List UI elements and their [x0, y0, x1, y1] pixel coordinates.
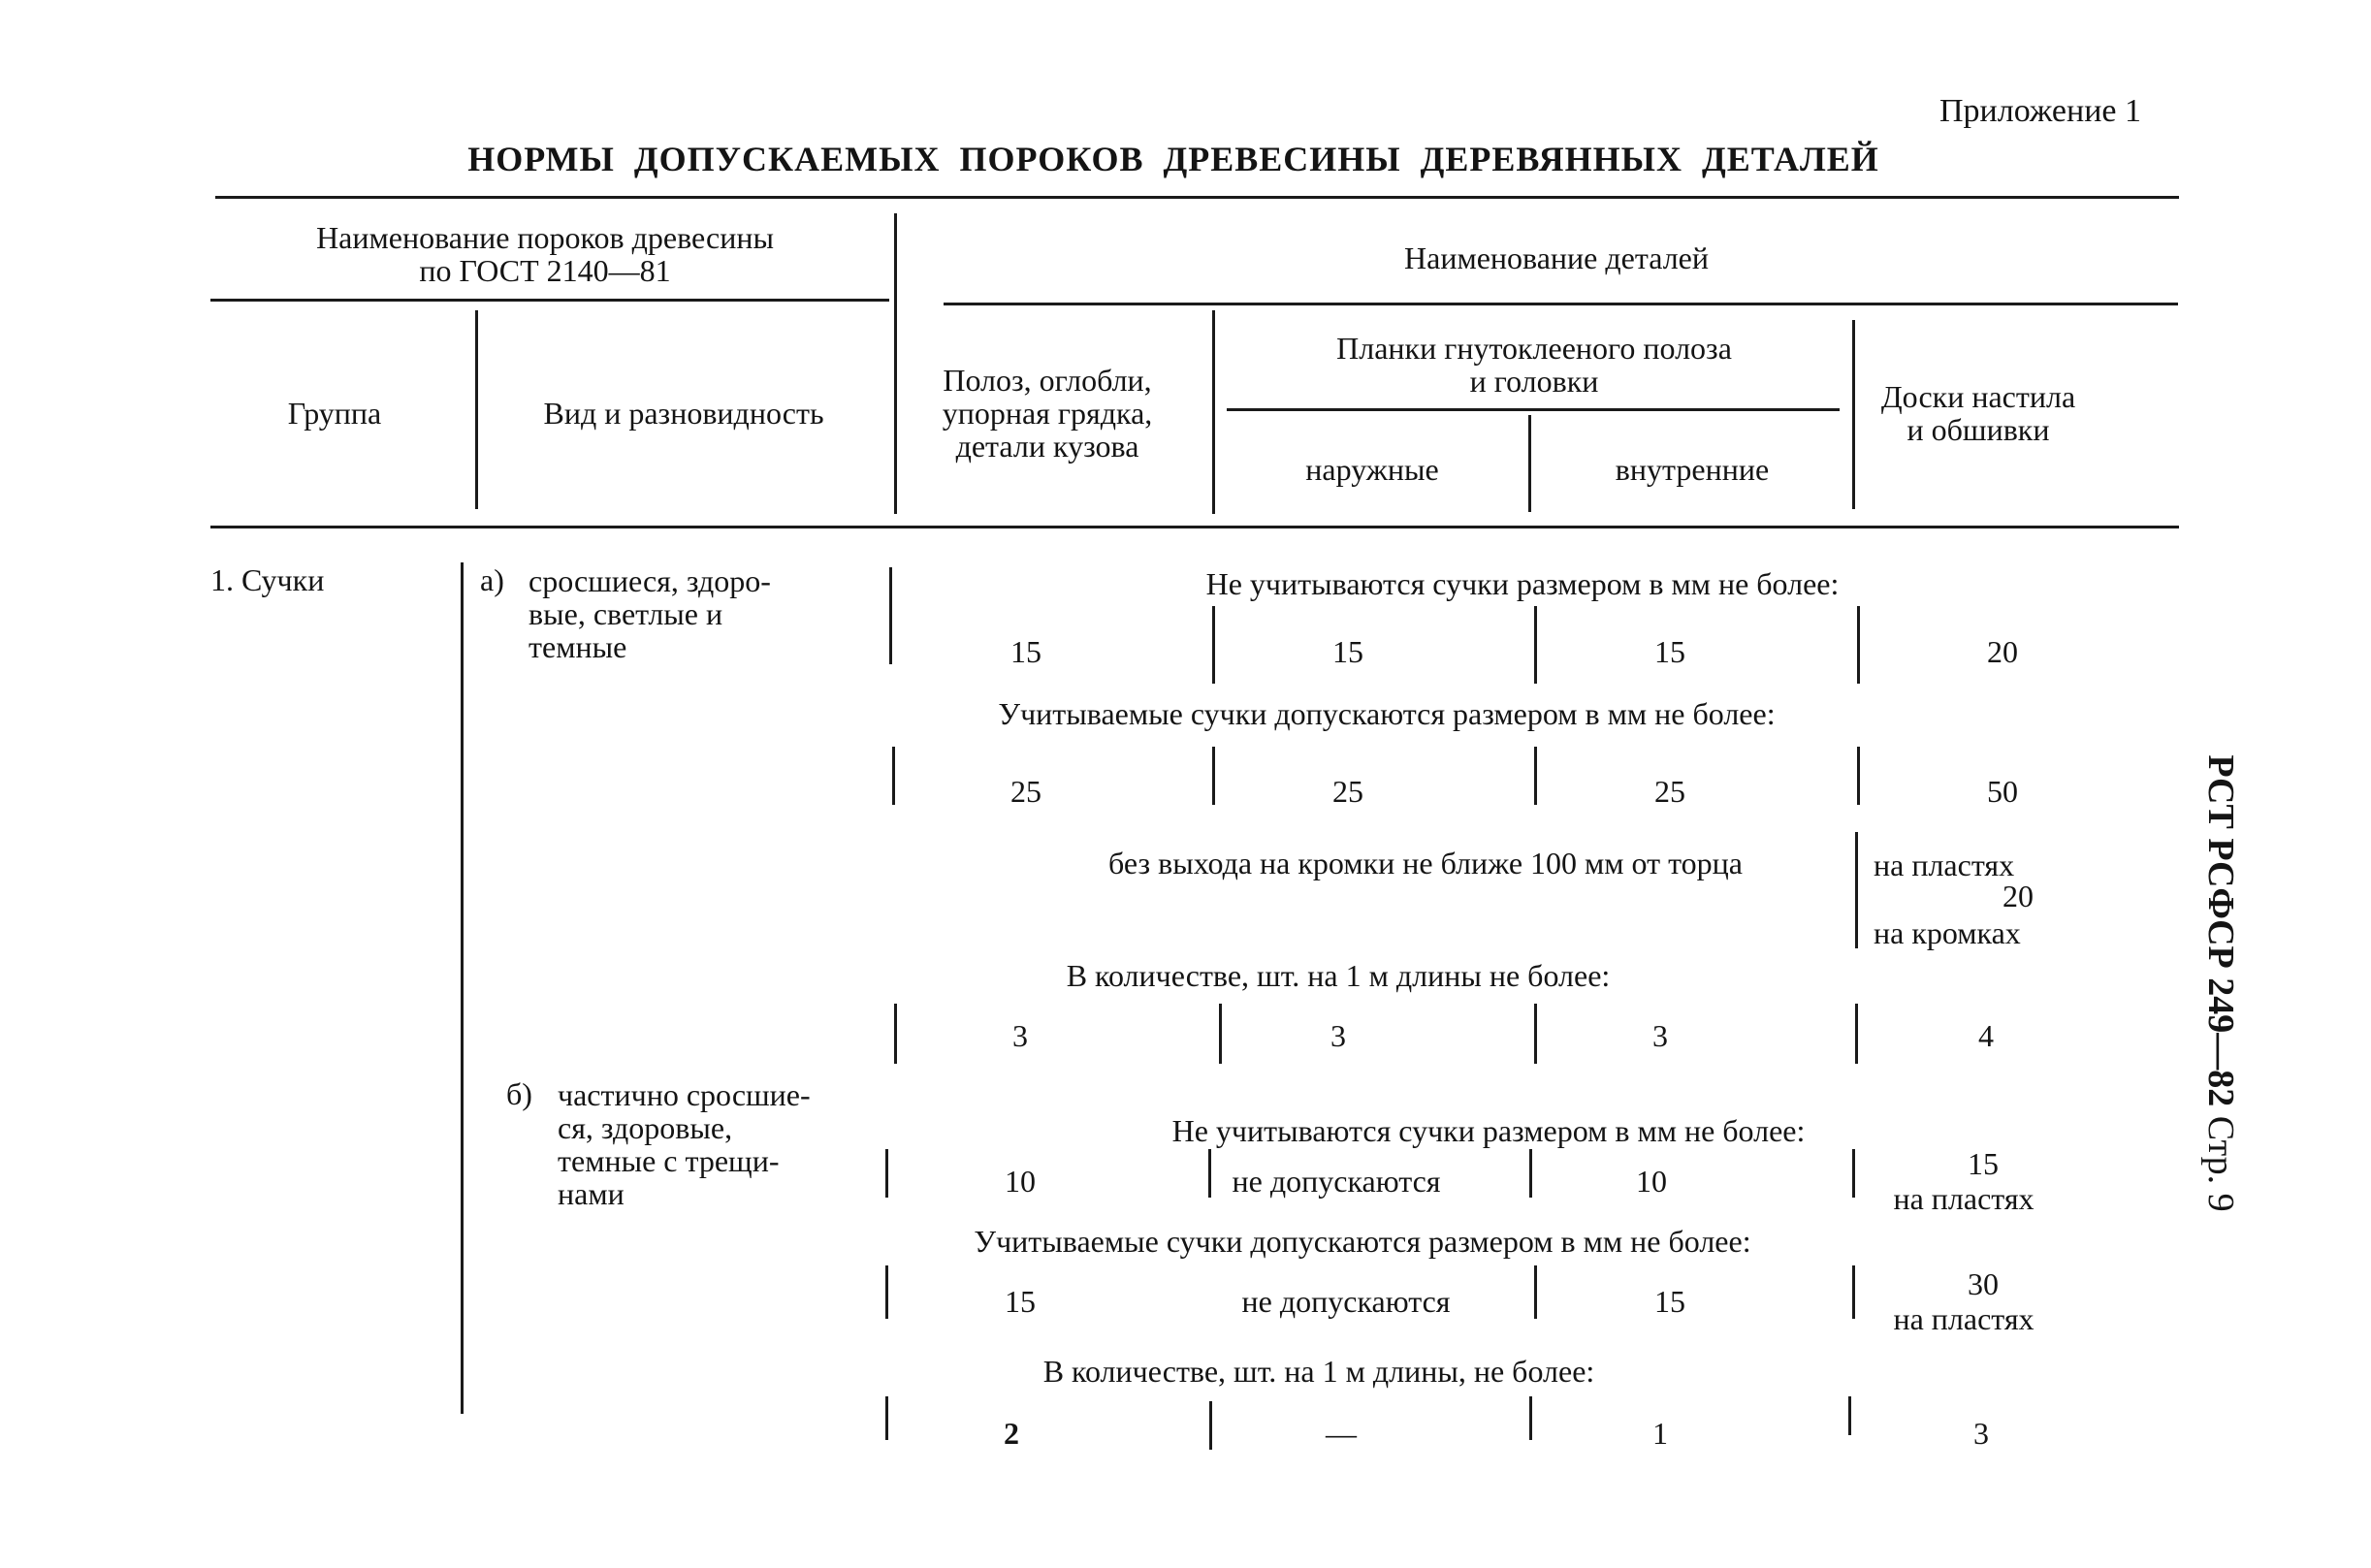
row-divider [1208, 1149, 1211, 1198]
sub-b-row3-caption: В количестве, шт. на 1 м длины, не более: [1042, 1354, 1595, 1389]
col1-header: Полоз, оглобли, упорная грядка, детали кузова [942, 363, 1153, 464]
sub-b-row1-col3: 10 [1636, 1164, 1667, 1199]
header-divider-main [894, 213, 897, 514]
sub-b-row2-col4: 30 [1968, 1266, 1999, 1301]
sub-b-row2-col3: 15 [1654, 1284, 1685, 1319]
sub-a-row4-col2: 3 [1330, 1018, 1346, 1053]
kind-column-header: Вид и разновидность [543, 396, 824, 431]
sub-a-row2-col1: 25 [1010, 774, 1041, 809]
sub-a-row3-note: без выхода на кромки не ближе 100 мм от торца [1108, 846, 1743, 880]
sub-a-row2-caption: Учитываемые сучки допускаются размером в мм не более: [998, 696, 1776, 731]
sub-b-row3-col2: — [1326, 1416, 1357, 1451]
row-divider [1212, 747, 1215, 805]
header-divider-col1 [1212, 310, 1215, 514]
body-divider-kind [461, 562, 464, 1414]
sub-b-row1-col4-note: на пластях [1893, 1181, 2035, 1216]
row-divider [892, 747, 895, 805]
row-divider [885, 1149, 888, 1198]
sub-b-row1-caption: Не учитываются сучки размером в мм не более: [1171, 1113, 1806, 1148]
table-top-rule [215, 196, 2179, 199]
header-divider-col3 [1528, 415, 1531, 512]
row-divider [1534, 1265, 1537, 1319]
sub-a-row2-col2: 25 [1332, 774, 1363, 809]
sub-a-label: а) [480, 562, 504, 597]
defects-header-rule [210, 299, 889, 302]
row-divider [1534, 1004, 1537, 1064]
row-divider [894, 1004, 897, 1064]
sub-a-row3-col4-kromki: на кромках [1874, 915, 2021, 950]
sub-b-description: частично сросшие- ся, здоровые, темные с трещи- нами [558, 1077, 811, 1211]
sub-a-row4-col1: 3 [1012, 1018, 1028, 1053]
parts-header-rule [944, 303, 2178, 305]
row-divider [889, 567, 892, 664]
row-divider [1529, 1149, 1532, 1198]
sub-a-row1-col3: 15 [1654, 634, 1685, 669]
sub-a-row3-col4-plasti: на пластях [1874, 848, 2015, 882]
side-page-number: Стр. 9 [2200, 1115, 2241, 1212]
row-divider [1534, 606, 1537, 684]
header-bottom-rule [210, 526, 2179, 528]
header-divider-kind [475, 310, 478, 509]
row-divider [885, 1265, 888, 1319]
sub-a-row1-col1: 15 [1010, 634, 1041, 669]
sub-a-row2-col4: 50 [1987, 774, 2018, 809]
sub-b-row2-col4-note: на пластях [1893, 1301, 2035, 1336]
row-divider [1857, 606, 1860, 684]
col4-header: Доски настила и обшивки [1880, 379, 2076, 447]
defects-column-header: Наименование пороков древесины по ГОСТ 2140—81 [316, 220, 774, 288]
sub-a-row3-col4-value: 20 [2003, 879, 2034, 913]
group-column-header: Группа [287, 396, 382, 431]
sub-b-row1-col4: 15 [1968, 1146, 1999, 1181]
row-divider [1209, 1401, 1212, 1450]
header-divider-col4 [1852, 320, 1855, 509]
sub-a-description: сросшиеся, здоро- вые, светлые и темные [529, 563, 771, 664]
col3-header: внутренние [1615, 452, 1770, 487]
row-divider [1855, 1004, 1858, 1064]
row-divider [1852, 1265, 1855, 1319]
planks-subheader-rule [1227, 408, 1840, 411]
sub-b-row2-col2: не допускаются [1241, 1284, 1451, 1319]
sub-a-row1-col4: 20 [1987, 634, 2018, 669]
row-divider [1852, 1149, 1855, 1198]
sub-b-row1-col1: 10 [1005, 1164, 1036, 1199]
sub-b-row1-col2: не допускаются [1232, 1164, 1441, 1199]
row-divider [1848, 1396, 1851, 1435]
row-divider [1857, 747, 1860, 805]
sub-b-row2-caption: Учитываемые сучки допускаются размером в мм не более: [974, 1224, 1751, 1259]
col2-header: наружные [1305, 452, 1439, 487]
sub-a-row1-caption: Не учитываются сучки размером в мм не более: [1205, 566, 1840, 601]
sub-a-row2-col3: 25 [1654, 774, 1685, 809]
side-standard-code: РСТ РСФСР 249—82 [2200, 754, 2241, 1107]
row-divider [1212, 606, 1215, 684]
sub-a-row4-col4: 4 [1978, 1018, 1994, 1053]
appendix-label: Приложение 1 [1939, 93, 2141, 129]
sub-b-row2-col1: 15 [1005, 1284, 1036, 1319]
row-divider [1534, 747, 1537, 805]
planks-header: Планки гнутоклееного полоза и головки [1336, 331, 1732, 399]
sub-a-row1-col2: 15 [1332, 634, 1363, 669]
row-divider [1219, 1004, 1222, 1064]
sub-b-label: б) [506, 1076, 532, 1111]
row-divider [885, 1396, 888, 1440]
row-divider [1855, 832, 1858, 948]
sub-b-row3-col3: 1 [1652, 1416, 1668, 1451]
sub-a-row4-caption: В количестве, шт. на 1 м длины не более: [1066, 958, 1611, 993]
row-divider [1529, 1396, 1532, 1440]
parts-column-header: Наименование деталей [1404, 240, 1709, 275]
page-title: НОРМЫ ДОПУСКАЕМЫХ ПОРОКОВ ДРЕВЕСИНЫ ДЕРЕВЯННЫХ ДЕТАЛЕЙ [467, 140, 1879, 178]
sub-b-row3-col1: 2 [1004, 1416, 1019, 1451]
group-label: 1. Сучки [210, 562, 325, 597]
sub-a-row4-col3: 3 [1652, 1018, 1668, 1053]
sub-b-row3-col4: 3 [1973, 1416, 1989, 1451]
